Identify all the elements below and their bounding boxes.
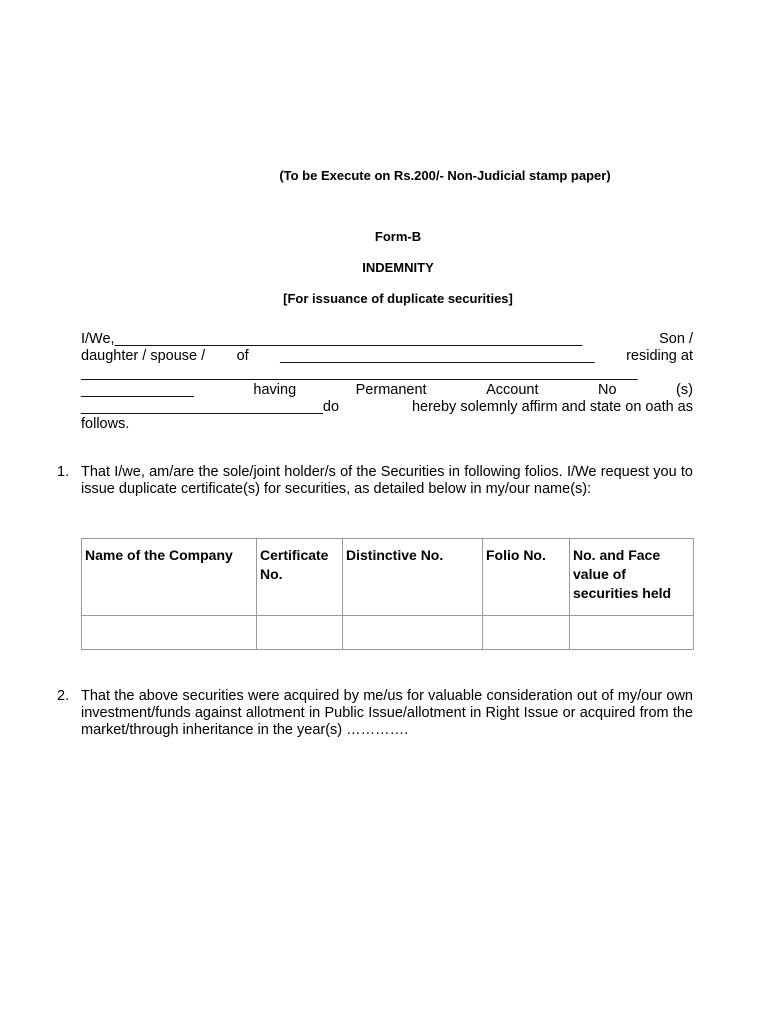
document-subtitle: [For issuance of duplicate securities] [283,291,513,306]
stamp-note: (To be Execute on Rs.200/- Non-Judicial stamp paper) [279,168,611,183]
table-header-cell: Distinctive No. [343,539,483,616]
table-header-cell: Certificate No. [257,539,343,616]
name-blank: I/We,__________________________________________________________ [81,331,583,347]
having-label: having [253,382,297,398]
no-label: No [597,382,617,398]
of-label: of [236,348,249,364]
affirm-text: hereby solemnly affirm and state on oath as [411,399,693,415]
relation-label: Son / [659,331,693,347]
item-number: 2. [57,688,70,704]
address-blank-end: ______________ [81,382,194,398]
table-cell [82,616,257,650]
permanent-label: Permanent [355,382,427,398]
table-header-cell: Name of the Company [82,539,257,616]
item-text: That the above securities were acquired by me/us for valuable consideration out of my/our own investment/funds against allotment in Public Issue/allotment in Right Issue or acquired from the market/through inheritance in the year(s) …………. [81,688,693,738]
relation-options: daughter / spouse / [81,348,206,364]
table-cell [257,616,343,650]
table-row [82,616,694,650]
securities-table [81,538,694,650]
parent-name-blank: _______________________________________ [280,348,595,364]
item-text: That I/we, am/are the sole/joint holder/s of the Securities in following folios. I/We request you to issue duplicate certificate(s) for securities, as detailed below in my/our name(s): [81,464,693,497]
table-cell [570,616,694,650]
document-title: INDEMNITY [362,260,434,275]
s-label: (s) [676,382,693,398]
form-label: Form-B [374,229,422,244]
item-number: 1. [57,464,70,480]
intro-line [81,348,693,365]
account-label: Account [486,382,539,398]
pan-blank: ______________________________do [81,399,340,415]
residing-label: residing at [626,348,693,364]
table-cell [343,616,483,650]
follows-text: follows. [81,416,130,432]
intro-line [81,365,693,382]
intro-line [81,399,693,416]
table-header-cell: Folio No. [483,539,570,616]
table-header-row [82,539,694,616]
intro-line [81,382,693,399]
table-header-cell: No. and Face value of securities held [570,539,694,616]
intro-line [81,331,693,348]
intro-paragraph [81,331,693,433]
table-cell [483,616,570,650]
address-blank: _____________________________________________________________________ [81,365,638,381]
